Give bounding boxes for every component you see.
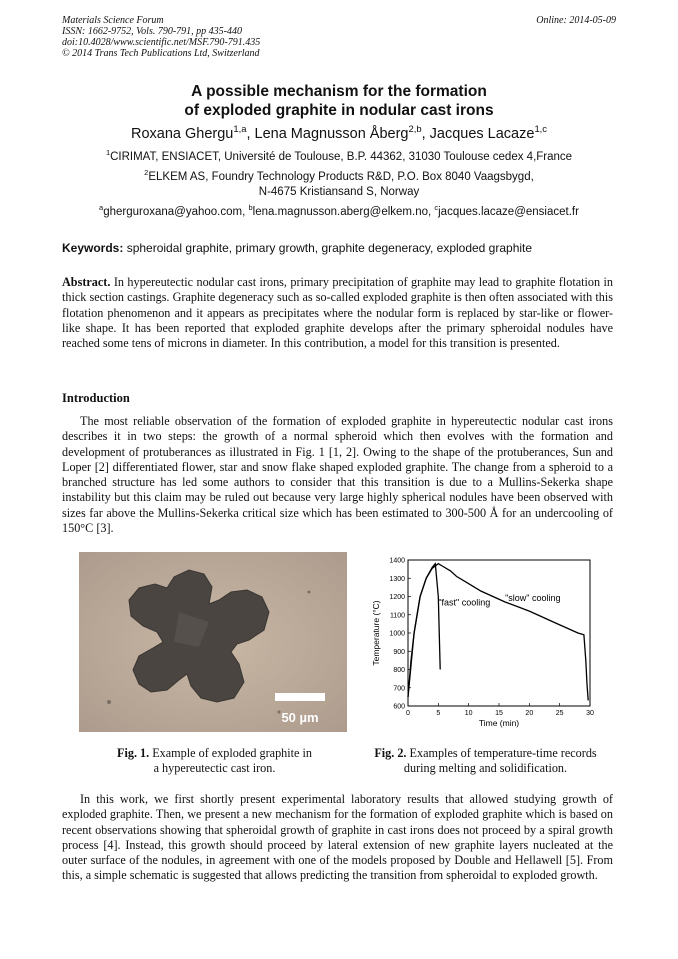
y-tick-label: 1200 bbox=[389, 594, 405, 601]
email-c-sup: c bbox=[434, 203, 439, 213]
y-tick-label: 1100 bbox=[389, 612, 405, 620]
micrograph-image bbox=[79, 552, 347, 732]
author-2: Lena Magnusson Åberg bbox=[254, 126, 409, 142]
abstract bbox=[62, 275, 613, 351]
x-tick-label: 5 bbox=[436, 710, 441, 717]
x-axis-label: Time (min) bbox=[478, 718, 520, 728]
author-1: Roxana Ghergu bbox=[131, 126, 234, 142]
intro-paragraph-2: In this work, we first shortly present experimental laboratory results that allowed studying growth of exploded graphite. Then, we present a new mechanism for the formation of exploded graphite which is based on recent observations showing that spheroidal growth of graphite in cast irons does not proceed by a spiral growth process [4]. Instead, this growth should proceed by lateral extension of new graphite layers nucleated at the outer surface of the nodules, in agreement with one of the models proposed by Double and Hellawell [5]. From this, a simple schematic is suggested that allows predicting the transition from spheroidal to exploded growth. bbox=[62, 792, 613, 883]
y-tick-label: 700 bbox=[393, 685, 405, 693]
x-tick-label: 10 bbox=[464, 710, 473, 717]
author-3: Jacques Lacaze bbox=[429, 126, 535, 142]
scale-bar bbox=[275, 693, 325, 701]
author-list: Roxana Ghergu$^{1,a}$, Lena Magnusson Åberg$^{2,b}$, Jacques Lacaze$^{1,c}$ bbox=[131, 123, 547, 142]
x-tick-label: 20 bbox=[525, 710, 534, 717]
email-b[interactable]: lena.magnusson.aberg@elkem.no, bbox=[252, 206, 435, 218]
paper-title-line2: of exploded graphite in nodular cast irons bbox=[184, 102, 494, 119]
journal-name: Materials Science Forum bbox=[62, 15, 164, 26]
aff1-sup: 1 bbox=[105, 148, 111, 158]
figure-2-chart bbox=[366, 552, 606, 732]
doi-line[interactable]: doi:10.4028/www.scientific.net/MSF.790-791.435 bbox=[62, 37, 261, 48]
abstract-label: Abstract. bbox=[62, 275, 111, 289]
y-tick-label: 900 bbox=[393, 648, 405, 656]
email-b-sup: b bbox=[248, 203, 253, 213]
author-1-sup: 1,a bbox=[233, 123, 247, 135]
keywords-label: Keywords: bbox=[62, 241, 124, 255]
email-list bbox=[0, 205, 678, 220]
y-tick-label: 1000 bbox=[389, 630, 405, 638]
fig2-caption-line1 bbox=[358, 746, 613, 761]
fig1-caption-line2: a hypereutectic cast iron. bbox=[153, 761, 276, 775]
author-3-sup: 1,c bbox=[534, 123, 547, 135]
fig2-caption-label: Fig. 2. bbox=[374, 746, 407, 760]
fig1-caption-label: Fig. 1. bbox=[117, 746, 150, 760]
figure-2-caption bbox=[358, 746, 613, 776]
abstract-text: In hypereutectic nodular cast irons, primary precipitation of graphite may lead to graphite flotation in thick section castings. Graphite degeneracy such as so-called exploded graphite is then often associated with this flotation phenomenon and it appears as precipitates where the nodular form is replaced by star-like or flower-like shape. It has been reported that exploded graphite develops after the primary spheroidal nodules have reached some tens of microns in diameter. In this contribution, a model for this transition is presented. bbox=[62, 275, 613, 351]
series-slow-cooling bbox=[408, 564, 588, 701]
author-2-sup: 2,b bbox=[408, 123, 422, 135]
figure-1-micrograph bbox=[79, 552, 347, 732]
affiliation-2 bbox=[0, 170, 678, 185]
email-c[interactable]: jacques.lacaze@ensiacet.fr bbox=[438, 206, 579, 218]
x-tick-label: 30 bbox=[586, 710, 594, 717]
fig2-caption-text: Examples of temperature-time records bbox=[406, 746, 597, 760]
annotation-slow-cooling: "slow" cooling bbox=[505, 593, 561, 604]
fig1-caption-text: Example of exploded graphite in bbox=[149, 746, 312, 760]
y-tick-label: 600 bbox=[393, 703, 405, 711]
affiliation-1 bbox=[0, 150, 678, 165]
aff1-text: CIRIMAT, ENSIACET, Université de Toulouse, B.P. 44362, 31030 Toulouse cedex 4,France bbox=[110, 151, 573, 163]
fig1-caption-line1 bbox=[62, 746, 367, 761]
email-a[interactable]: gherguroxana@yahoo.com, bbox=[103, 206, 249, 218]
figure-1-caption bbox=[62, 746, 367, 776]
fig2-caption-line2: during melting and solidification. bbox=[403, 761, 568, 775]
intro-paragraph-1: The most reliable observation of the formation of exploded graphite in hypereutectic nodular cast irons describes it in two steps: the growth of a normal spheroid which then evolves with the formation and development of protuberances as illustrated in Fig. 1 [1, 2]. Owing to the shape of the protuberances, Sun and Loper [2] differentiated flower, star and snow flake shaped exploded graphite. The change from a spheroid to a branched structure has led some authors to consider that this transition is due to a Mullins-Sekerka shape instability but this claim may be ruled out because very large highly spherical nodules have been observed with sizes far above the Mullins-Sekerka critical size which has been estimated to 300-500 Å for an undercooling of 150°C [3]. bbox=[62, 414, 613, 536]
y-tick-label: 800 bbox=[393, 667, 405, 674]
paper-title-line1: A possible mechanism for the formation bbox=[191, 83, 487, 100]
temperature-time-chart bbox=[366, 552, 606, 732]
online-date: Online: 2014-05-09 bbox=[536, 15, 616, 26]
issn-line: ISSN: 1662-9752, Vols. 790-791, pp 435-440 bbox=[62, 26, 242, 37]
affiliation-2-line2: N-4675 Kristiansand S, Norway bbox=[258, 186, 420, 198]
aff2-sup: 2 bbox=[144, 168, 149, 178]
x-tick-label: 0 bbox=[406, 710, 410, 717]
y-axis-label: Temperature (°C) bbox=[371, 600, 381, 666]
email-a-sup: a bbox=[99, 203, 104, 213]
annotation-fast-cooling: "fast" cooling bbox=[438, 597, 491, 608]
aff2-text-line1: ELKEM AS, Foundry Technology Products R&D, P.O. Box 8040 Vaagsbygd, bbox=[148, 171, 534, 183]
x-tick-label: 25 bbox=[555, 710, 564, 717]
keywords-text: spheroidal graphite, primary growth, graphite degeneracy, exploded graphite bbox=[123, 241, 533, 255]
y-tick-label: 1300 bbox=[389, 575, 405, 583]
plot-frame bbox=[408, 560, 590, 706]
y-tick-label: 1400 bbox=[389, 557, 405, 565]
section-heading-introduction: Introduction bbox=[62, 391, 130, 405]
copyright-line: © 2014 Trans Tech Publications Ltd, Switzerland bbox=[62, 48, 260, 59]
x-tick-label: 15 bbox=[495, 710, 503, 717]
series-fast-cooling bbox=[408, 564, 440, 697]
scale-bar-label: 50 µm bbox=[281, 710, 319, 725]
keywords bbox=[62, 241, 622, 255]
